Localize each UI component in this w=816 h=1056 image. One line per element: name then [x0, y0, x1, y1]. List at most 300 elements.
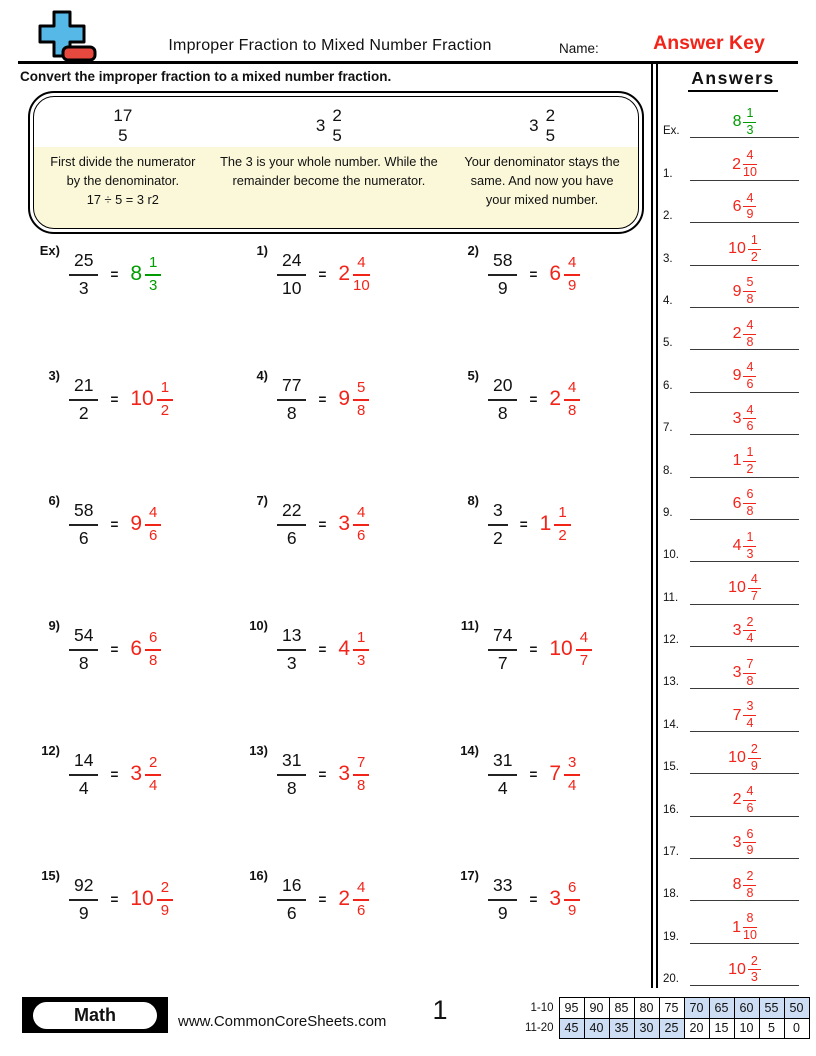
example-numerator: 2	[545, 106, 556, 126]
answer-whole-number: 3	[549, 887, 562, 910]
improper-fraction-denominator: 7	[497, 652, 508, 673]
improper-fraction-numerator: 31	[488, 750, 517, 776]
answer-fraction	[748, 955, 761, 986]
improper-fraction-numerator: 58	[488, 250, 517, 276]
answer-fraction-denominator: 6	[746, 376, 754, 391]
answer-fraction-denominator: 2	[746, 461, 754, 476]
answer-fraction-numerator: 7	[743, 658, 756, 674]
answer-fraction	[353, 504, 369, 544]
equals-sign: =	[318, 891, 327, 907]
answer-fraction-numerator: 2	[157, 879, 173, 900]
answer-whole-number: 10	[728, 579, 746, 597]
answer-fraction	[748, 573, 761, 604]
improper-fraction-denominator: 2	[493, 527, 503, 548]
answer-fraction-numerator: 6	[743, 488, 756, 504]
improper-fraction	[277, 375, 306, 424]
answer-blank-line	[690, 955, 799, 987]
score-cell: 55	[759, 998, 784, 1019]
answer-fraction	[554, 504, 570, 544]
improper-fraction	[488, 375, 517, 424]
answer-fraction-denominator: 10	[353, 276, 370, 294]
division-formula: 17 ÷ 5 = 3 r2	[86, 192, 159, 208]
score-cell: 25	[659, 1018, 684, 1039]
answer-row	[663, 520, 803, 562]
improper-fraction	[69, 875, 98, 924]
answer-fraction-denominator: 6	[357, 901, 366, 919]
improper-fraction-numerator: 13	[277, 625, 306, 651]
equals-sign: =	[529, 766, 538, 782]
problem	[236, 618, 447, 680]
equals-sign: =	[110, 516, 119, 532]
answer-fraction-numerator: 4	[743, 404, 756, 420]
answer-whole-number: 6	[732, 494, 742, 512]
answer-blank-line	[690, 785, 799, 817]
answer-fraction-denominator: 8	[357, 776, 366, 794]
answer-row	[663, 266, 803, 308]
answer-blank-line	[690, 488, 799, 520]
improper-fraction	[69, 625, 98, 674]
answer-whole-number: 10	[130, 887, 154, 910]
answer-whole-number: 1	[732, 452, 742, 470]
score-cell: 95	[559, 998, 584, 1019]
answer-fraction-denominator: 3	[357, 651, 366, 669]
answer-fraction	[145, 504, 161, 544]
improper-fraction-numerator: 20	[488, 375, 517, 401]
equals-sign: =	[318, 641, 327, 657]
problem	[28, 868, 236, 930]
improper-fraction-numerator: 3	[488, 500, 508, 526]
answer-fraction-numerator: 3	[743, 700, 756, 716]
answer-fraction	[743, 870, 756, 901]
answer-value	[733, 531, 757, 562]
answer-blank-line	[690, 531, 799, 563]
answer-row	[663, 774, 803, 816]
answers-title: Answers	[688, 68, 777, 92]
answer-whole-number: 8	[732, 113, 742, 131]
mixed-number-answer	[549, 879, 580, 919]
instruction-box	[28, 91, 644, 234]
answer-fraction	[743, 446, 756, 477]
answer-number-label: 15.	[663, 761, 679, 774]
instruction-step-text: Your denominator stays the same. And now you have your mixed number.	[464, 154, 620, 208]
improper-fraction-numerator: 31	[277, 750, 306, 776]
improper-fraction-numerator: 74	[488, 625, 517, 651]
score-cell: 90	[584, 998, 609, 1019]
answer-number-label: 6.	[663, 379, 673, 392]
problem-number-label: 9)	[48, 618, 60, 633]
answer-fraction	[157, 379, 173, 419]
improper-fraction	[488, 875, 517, 924]
answer-value	[733, 107, 757, 138]
answer-whole-number: 6	[130, 637, 143, 660]
equals-sign: =	[519, 516, 528, 532]
improper-fraction	[277, 250, 306, 299]
answer-fraction-numerator: 1	[145, 254, 161, 275]
page-title: Improper Fraction to Mixed Number Fraction	[168, 37, 492, 54]
answer-fraction-numerator: 2	[748, 743, 761, 759]
page-number: 1	[432, 995, 448, 1025]
answer-number-label: 16.	[663, 803, 679, 816]
answers-sidebar	[663, 68, 803, 986]
improper-fraction-denominator: 4	[497, 777, 508, 798]
answer-fraction-denominator: 2	[160, 401, 170, 419]
mixed-number-answer	[549, 629, 592, 669]
problem	[28, 618, 236, 680]
answer-blank-line	[690, 276, 799, 308]
problem	[236, 368, 447, 430]
answer-blank-line	[690, 107, 799, 139]
answer-fraction-denominator: 8	[746, 673, 754, 688]
answer-whole-number: 3	[338, 762, 351, 785]
answer-fraction	[743, 192, 756, 223]
answer-fraction-numerator: 6	[145, 629, 161, 650]
improper-fraction-denominator: 6	[286, 527, 297, 548]
answer-whole-number: 7	[732, 706, 742, 724]
problem	[236, 493, 447, 555]
answer-number-label: 9.	[663, 506, 673, 519]
answer-fraction-denominator: 10	[743, 165, 757, 180]
score-cell: 60	[734, 998, 759, 1019]
answer-fraction	[748, 743, 761, 774]
answer-whole-number: 3	[130, 762, 143, 785]
answer-blank-line	[690, 700, 799, 732]
answer-number-label: 3.	[663, 252, 673, 265]
example-fraction	[113, 106, 132, 145]
answer-fraction-numerator: 3	[564, 754, 580, 775]
answer-fraction-denominator: 3	[746, 122, 754, 137]
score-cell: 30	[634, 1018, 659, 1039]
improper-fraction-denominator: 9	[497, 902, 508, 923]
answer-fraction	[353, 629, 369, 669]
answer-fraction	[145, 754, 161, 794]
answer-row	[663, 605, 803, 647]
answer-row	[663, 817, 803, 859]
equals-sign: =	[529, 891, 538, 907]
answer-value	[733, 870, 757, 901]
score-cell: 40	[584, 1018, 609, 1039]
answer-fraction-denominator: 3	[149, 276, 158, 294]
equals-sign: =	[318, 516, 327, 532]
answer-fraction-numerator: 2	[748, 955, 761, 971]
answer-fraction-numerator: 4	[743, 319, 756, 335]
answer-whole-number: 3	[732, 664, 742, 682]
answer-fraction	[743, 149, 757, 180]
answer-blank-line	[690, 446, 799, 478]
answer-whole-number: 4	[732, 537, 742, 555]
problem-number-label: 10)	[249, 618, 268, 633]
answer-fraction-denominator: 7	[750, 588, 758, 603]
answer-blank-line	[690, 192, 799, 224]
improper-fraction-denominator: 9	[497, 277, 508, 298]
improper-fraction-numerator: 54	[69, 625, 98, 651]
answer-value	[728, 573, 761, 604]
improper-fraction	[69, 750, 98, 799]
instruction-step-text: First divide the numerator by the denominator.	[50, 154, 196, 189]
answer-whole-number: 10	[130, 387, 154, 410]
answer-whole-number: 10	[728, 960, 746, 978]
answer-fraction	[743, 107, 756, 138]
problem-number-label: 15)	[41, 868, 60, 883]
instruction-step	[34, 97, 212, 228]
answer-whole-number: 1	[732, 918, 741, 936]
problem-number-label: 8)	[467, 493, 479, 508]
answer-fraction	[564, 754, 580, 794]
subject-badge	[22, 997, 168, 1033]
answer-fraction-numerator: 4	[743, 361, 756, 377]
answer-blank-line	[690, 870, 799, 902]
answer-fraction-numerator: 7	[353, 754, 369, 775]
answer-fraction-numerator: 6	[564, 879, 580, 900]
answer-fraction-numerator: 4	[743, 785, 756, 801]
answer-number-label: 7.	[663, 422, 673, 435]
answer-fraction-denominator: 2	[750, 249, 758, 264]
answer-value	[733, 785, 757, 816]
problem	[447, 368, 661, 430]
answer-fraction-denominator: 8	[568, 401, 577, 419]
answer-value	[728, 743, 761, 774]
mixed-number-answer	[130, 754, 161, 794]
answer-fraction-numerator: 1	[157, 379, 173, 400]
problem-number-label: 7)	[256, 493, 268, 508]
answer-fraction-denominator: 9	[568, 901, 577, 919]
problem-number-label: 6)	[48, 493, 60, 508]
step-example-fraction	[316, 100, 342, 152]
answer-number-label: 12.	[663, 634, 679, 647]
problem-number-label: 12)	[41, 743, 60, 758]
answer-fraction-numerator: 4	[353, 504, 369, 525]
example-whole-number: 3	[529, 116, 539, 135]
answer-row	[663, 732, 803, 774]
improper-fraction	[69, 250, 98, 299]
example-denominator: 5	[118, 126, 128, 145]
answer-fraction-denominator: 6	[357, 526, 366, 544]
answer-whole-number: 9	[338, 387, 351, 410]
answer-whole-number: 2	[338, 887, 351, 910]
answer-value	[733, 319, 757, 350]
answer-fraction-denominator: 3	[750, 970, 758, 985]
answer-fraction-denominator: 10	[743, 928, 757, 943]
answer-blank-line	[690, 319, 799, 351]
equals-sign: =	[110, 766, 119, 782]
answer-value	[733, 446, 757, 477]
subject-label: Math	[33, 1002, 157, 1029]
score-cell: 50	[784, 998, 809, 1019]
answer-fraction	[145, 629, 161, 669]
improper-fraction-numerator: 24	[277, 250, 306, 276]
problem	[447, 868, 661, 930]
answer-number-label: Ex.	[663, 125, 680, 138]
answer-fraction-numerator: 4	[353, 254, 370, 275]
improper-fraction-numerator: 21	[69, 375, 98, 401]
answer-fraction-denominator: 9	[160, 901, 170, 919]
answer-fraction-denominator: 6	[746, 419, 754, 434]
problem-number-label: 5)	[467, 368, 479, 383]
name-label: Name:	[559, 41, 599, 56]
answer-fraction-numerator: 2	[743, 616, 756, 632]
answer-value	[733, 361, 757, 392]
answer-fraction-numerator: 4	[743, 192, 756, 208]
score-cell: 85	[609, 998, 634, 1019]
improper-fraction-denominator: 3	[286, 652, 297, 673]
mixed-number-answer	[338, 254, 369, 294]
answer-number-label: 18.	[663, 888, 679, 901]
answer-whole-number: 2	[732, 325, 742, 343]
problems-grid	[18, 243, 651, 993]
answer-value	[733, 192, 757, 223]
problem	[28, 743, 236, 805]
answer-fraction-denominator: 9	[746, 207, 754, 222]
answer-value	[733, 828, 757, 859]
answer-blank-line	[690, 234, 799, 266]
equals-sign: =	[110, 391, 119, 407]
answer-fraction-denominator: 2	[558, 526, 567, 544]
improper-fraction-numerator: 22	[277, 500, 306, 526]
answer-value	[733, 658, 757, 689]
problem-number-label: Ex)	[39, 243, 60, 258]
answer-fraction	[743, 785, 756, 816]
instruction-step	[446, 97, 638, 228]
answer-fraction-numerator: 1	[743, 107, 756, 123]
answer-blank-line	[690, 573, 799, 605]
improper-fraction	[277, 625, 306, 674]
answer-number-label: 2.	[663, 210, 673, 223]
answer-fraction-numerator: 5	[743, 276, 756, 292]
answer-fraction-numerator: 4	[564, 254, 580, 275]
score-cell: 15	[709, 1018, 734, 1039]
problem	[28, 368, 236, 430]
score-cell: 20	[684, 1018, 709, 1039]
answer-fraction	[564, 254, 580, 294]
answer-fraction-denominator: 4	[746, 716, 754, 731]
score-cell: 0	[784, 1018, 809, 1039]
answer-fraction	[157, 879, 173, 919]
answer-fraction-numerator: 4	[576, 629, 592, 650]
problem-number-label: 3)	[48, 368, 60, 383]
answers-list	[663, 96, 803, 986]
answer-fraction-numerator: 1	[748, 234, 761, 250]
problem-number-label: 13)	[249, 743, 268, 758]
answer-fraction	[743, 658, 756, 689]
improper-fraction-numerator: 33	[488, 875, 517, 901]
equals-sign: =	[110, 266, 119, 282]
answer-row	[663, 181, 803, 223]
answer-whole-number: 2	[549, 387, 562, 410]
improper-fraction-denominator: 4	[78, 777, 89, 798]
header-rule	[18, 61, 798, 64]
answer-row	[663, 562, 803, 604]
problem	[447, 743, 661, 805]
mixed-number-answer	[338, 879, 369, 919]
answer-whole-number: 9	[732, 367, 742, 385]
mixed-number-answer	[549, 754, 580, 794]
improper-fraction	[277, 750, 306, 799]
answer-whole-number: 2	[338, 262, 351, 285]
score-grid	[519, 997, 810, 1039]
answer-whole-number: 2	[732, 155, 741, 173]
mixed-number-answer	[549, 379, 580, 419]
mixed-number-answer	[130, 504, 161, 544]
example-numerator: 17	[113, 106, 133, 126]
answer-value	[732, 149, 757, 180]
answer-row	[663, 478, 803, 520]
example-whole-number: 3	[315, 116, 326, 135]
instruction-box-inner	[33, 96, 639, 229]
answer-fraction-denominator: 8	[746, 334, 754, 349]
answer-fraction-denominator: 8	[746, 504, 754, 519]
answer-number-label: 13.	[663, 676, 679, 689]
problem-number-label: 16)	[249, 868, 268, 883]
answer-row	[663, 96, 803, 138]
answer-fraction-denominator: 3	[746, 546, 754, 561]
answer-row	[663, 393, 803, 435]
answer-row	[663, 944, 803, 986]
answer-fraction	[743, 488, 756, 519]
answer-whole-number: 7	[549, 762, 562, 785]
improper-fraction	[488, 500, 508, 549]
answer-fraction	[743, 531, 756, 562]
answer-fraction-denominator: 8	[149, 651, 158, 669]
mixed-number-answer	[338, 379, 369, 419]
answer-whole-number: 3	[732, 621, 742, 639]
mixed-number-answer	[130, 254, 161, 294]
answer-fraction-numerator: 5	[353, 379, 369, 400]
answer-fraction	[743, 276, 756, 307]
main-column	[18, 66, 651, 993]
answer-fraction-denominator: 4	[746, 631, 754, 646]
answer-number-label: 10.	[663, 549, 679, 562]
equals-sign: =	[529, 391, 538, 407]
answer-fraction-numerator: 4	[564, 379, 580, 400]
answer-fraction	[145, 254, 161, 294]
mixed-number-answer	[338, 754, 369, 794]
problem-number-label: 2)	[467, 243, 479, 258]
equals-sign: =	[318, 391, 327, 407]
answer-blank-line	[690, 149, 799, 181]
improper-fraction	[277, 875, 306, 924]
answer-row	[663, 901, 803, 943]
mixed-number-answer	[540, 504, 571, 544]
answer-fraction-numerator: 1	[554, 504, 570, 525]
score-range-label: 1-10	[530, 1001, 554, 1014]
improper-fraction-denominator: 10	[282, 277, 302, 298]
score-cell: 75	[659, 998, 684, 1019]
example-fraction	[332, 106, 341, 145]
answer-fraction-numerator: 2	[145, 754, 161, 775]
score-cell: 35	[609, 1018, 634, 1039]
answer-blank-line	[690, 912, 799, 944]
example-fraction	[546, 106, 555, 145]
answer-fraction	[748, 234, 761, 265]
answer-blank-line	[690, 828, 799, 860]
mixed-number-answer	[130, 379, 173, 419]
answer-whole-number: 10	[549, 637, 573, 660]
score-range-label: 11-20	[524, 1022, 554, 1035]
answer-fraction-denominator: 7	[579, 651, 589, 669]
improper-fraction-numerator: 92	[69, 875, 98, 901]
improper-fraction	[69, 375, 98, 424]
score-cell: 5	[759, 1018, 784, 1039]
problem	[236, 243, 447, 305]
answer-fraction-denominator: 8	[357, 401, 366, 419]
improper-fraction	[488, 250, 517, 299]
improper-fraction	[488, 750, 517, 799]
improper-fraction	[69, 500, 98, 549]
score-grid-row	[519, 998, 809, 1019]
answer-row	[663, 435, 803, 477]
example-denominator: 5	[545, 126, 556, 145]
score-cell: 45	[559, 1018, 584, 1039]
score-cell: 65	[709, 998, 734, 1019]
